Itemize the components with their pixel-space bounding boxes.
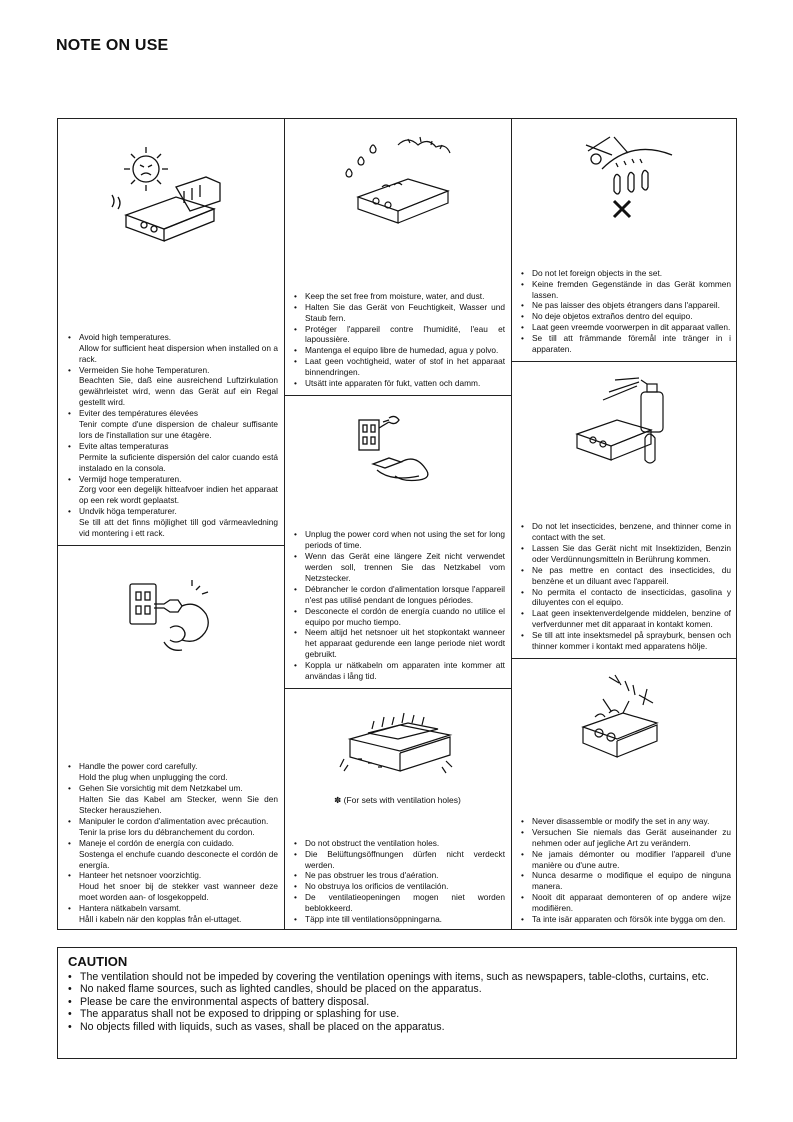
ventilation-notes-list [284,838,511,925]
list-item: • Die Belüftungsöffnungen dürfen nicht verdeckt werden. [292,849,505,871]
list-item: • Keine fremden Gegenstände in das Gerät kommen lassen. [519,279,731,301]
list-item: • Ne pas mettre en contact des insecticides, du benzène et un diluant avec l'appareil. [519,565,731,587]
note-cell-moisture [284,119,511,396]
insecticide-notes-list [511,521,737,652]
list-item: • Débrancher le cordon d'alimentation lorsque l'appareil n'est pas utilisé pendant de longues périodes. [292,584,505,606]
wall-outlet-icon [353,414,443,484]
spray-can-icon [569,374,679,470]
water-dust-icon [328,131,468,226]
notes-column-2 [284,119,512,929]
screwdriver-icon [569,671,679,763]
list-item: • Do not let foreign objects in the set. [519,268,731,279]
list-item: • Wenn das Gerät eine längere Zeit nicht verwendet werden soll, trennen Sie das Netzkabel vom Netzstecker. [292,551,505,584]
list-item: • Neem altijd het netsnoer uit het stopkontakt wanneer het apparaat gedurende een lange periode niet wordt gebruikt. [292,627,505,660]
note-cell-ventilation [284,689,511,931]
list-item: • Halten Sie das Gerät von Feuchtigkeit, Wasser und Staub fern. [292,302,505,324]
list-item: • Protéger l'appareil contre l'humidité, l'eau et lapoussière. [292,324,505,346]
unplug-notes-list [284,529,511,682]
note-cell-cord [58,546,284,931]
list-item: • Evite altas temperaturas Permite la suficiente dispersión del calor cuando está instalado en la consola. [66,441,278,474]
list-item: • No deje objetos extraños dentro del equipo. [519,311,731,322]
sun-heat-icon [106,145,236,245]
cross-icon [614,201,630,217]
list-item: • Hantera nätkabeln varsamt. Håll i kabeln när den kopplas från el-uttaget. [66,903,278,925]
list-item: • Nooit dit apparaat demonteren of op andere wijze modifiëren. [519,892,731,914]
note-cell-heat [58,119,284,546]
unplug-illustration [284,414,511,484]
list-item: • Maneje el cordón de energía con cuidado. Sostenga el enchufe cuando desconecte el cordón de energía. [66,838,278,871]
list-item: • Se till att främmande föremål inte tränger in i apparaten. [519,333,731,355]
disassemble-notes-list [511,816,737,925]
list-item: • No permita el contacto de insecticidas, gasolina y diluyentes con el equipo. [519,587,731,609]
note-cell-foreign [511,119,737,362]
list-item: • Unplug the power cord when not using the set for long periods of time. [292,529,505,551]
list-item: • Gehen Sie vorsichtig mit dem Netzkabel um. Halten Sie das Kabel am Stecker, wenn Sie den Stecker herausziehen. [66,783,278,816]
list-item: • Ta inte isär apparaten och försök inte bygga om den. [519,914,731,925]
cord-notes-list [58,761,284,925]
caution-list [68,971,726,1033]
list-item: • No obstruya los orificios de ventilación. [292,881,505,892]
caution-item: • The apparatus shall not be exposed to dripping or splashing for use. [68,1008,726,1020]
list-item: • Handle the power cord carefully. Hold the plug when unplugging the cord. [66,761,278,783]
list-item: • Undvik höga temperaturer. Se till att det finns möjlighet till god värmeavledning vid montering i ett rack. [66,506,278,539]
list-item: • Lassen Sie das Gerät nicht mit Insektiziden, Benzin oder Verdünnungsmitteln in Berührung kommen. [519,543,731,565]
notes-column-3 [511,119,737,929]
list-item: • Laat geen vochtigheid, water of stof in het apparaat binnendringen. [292,356,505,378]
foreign-objects-icon [574,129,674,221]
list-item: • Laat geen insektenverdelgende middelen, benzine of verfverdunner met dit apparaat in kontakt komen. [519,608,731,630]
foreign-notes-list [511,268,737,355]
power-cord-illustration [58,578,284,658]
list-item: • Never disassemble or modify the set in any way. [519,816,731,827]
list-item: • Desconecte el cordón de energía cuando no utilice el equipo por mucho tiempo. [292,606,505,628]
list-item: • Versuchen Sie niemals das Gerät auseinander zu nehmen oder auf jegliche Art zu verändern. [519,827,731,849]
caution-item: • No objects filled with liquids, such as vases, shall be placed on the apparatus. [68,1021,726,1033]
caution-heading: CAUTION [68,954,128,969]
foreign-objects-illustration [511,129,737,221]
note-cell-unplug [284,396,511,689]
note-cell-insecticide [511,362,737,659]
list-item: • Ne jamais démonter ou modifier l'appareil d'une manière ou d'une autre. [519,849,731,871]
ventilation-note: ✽ (For sets with ventilation holes) [334,795,461,805]
list-item: • Se till att inte insektsmedel på sprayburk, bensen och thinner kommer i kontakt med apparatens hölje. [519,630,731,652]
notes-grid [57,118,737,930]
overheat-illustration [58,145,284,245]
note-cell-disassemble [511,659,737,931]
caution-box [57,947,737,1059]
insecticide-illustration [511,374,737,470]
list-item: • Utsätt inte apparaten för fukt, vatten och damm. [292,378,505,389]
list-item: • Koppla ur nätkabeln om apparaten inte kommer att användas i lång tid. [292,660,505,682]
moisture-notes-list [284,291,511,389]
caution-item: • No naked flame sources, such as lighted candles, should be placed on the apparatus. [68,983,726,995]
list-item: • Hanteer het netsnoer voorzichtig. Houd het snoer bij de stekker vast wanneer deze moet worden aan- of losgekoppeld. [66,870,278,903]
page-title: NOTE ON USE [56,37,169,54]
list-item: • Do not obstruct the ventilation holes. [292,838,505,849]
list-item: • Avoid high temperatures. Allow for sufficient heat dispersion when installed on a rack. [66,332,278,365]
disassemble-illustration [511,671,737,763]
blocked-vent-icon [338,709,458,779]
ventilation-illustration [284,709,511,779]
list-item: • Ne pas laisser des objets étrangers dans l'appareil. [519,300,731,311]
list-item: • Do not let insecticides, benzene, and thinner come in contact with the set. [519,521,731,543]
plug-hand-icon [116,578,226,658]
list-item: • Eviter des températures élevées Tenir compte d'une dispersion de chaleur suffisante lors de l'installation sur une étagère. [66,408,278,441]
notes-column-1 [58,119,285,929]
list-item: • Laat geen vreemde voorwerpen in dit apparaat vallen. [519,322,731,333]
list-item: • Vermeiden Sie hohe Temperaturen. Beachten Sie, daß eine ausreichend Luftzirkulation gewährleistet wird, wenn das Gerät auf ein Regal gestellt wird. [66,365,278,409]
list-item: • Keep the set free from moisture, water, and dust. [292,291,505,302]
list-item: • Vermijd hoge temperaturen. Zorg voor een degelijk hitteafvoer indien het apparaat op een rek wordt geplaatst. [66,474,278,507]
heat-notes-list [58,332,284,539]
list-item: • Ne pas obstruer les trous d'aération. [292,870,505,881]
list-item: • Manipuler le cordon d'alimentation avec précaution. Tenir la prise lors du débranchement du cordon. [66,816,278,838]
list-item: • Täpp inte till ventilationsöppningarna. [292,914,505,925]
caution-item: • Please be care the environmental aspects of battery disposal. [68,996,726,1008]
list-item: • De ventilatieopeningen mogen niet worden beblokkeerd. [292,892,505,914]
list-item: • Mantenga el equipo libre de humedad, agua y polvo. [292,345,505,356]
caution-item: • The ventilation should not be impeded by covering the ventilation openings with items, such as newspapers, table-cloths, curtains, etc. [68,971,726,983]
list-item: • Nunca desarme o modifique el equipo de ninguna manera. [519,870,731,892]
moisture-illustration [284,131,511,226]
